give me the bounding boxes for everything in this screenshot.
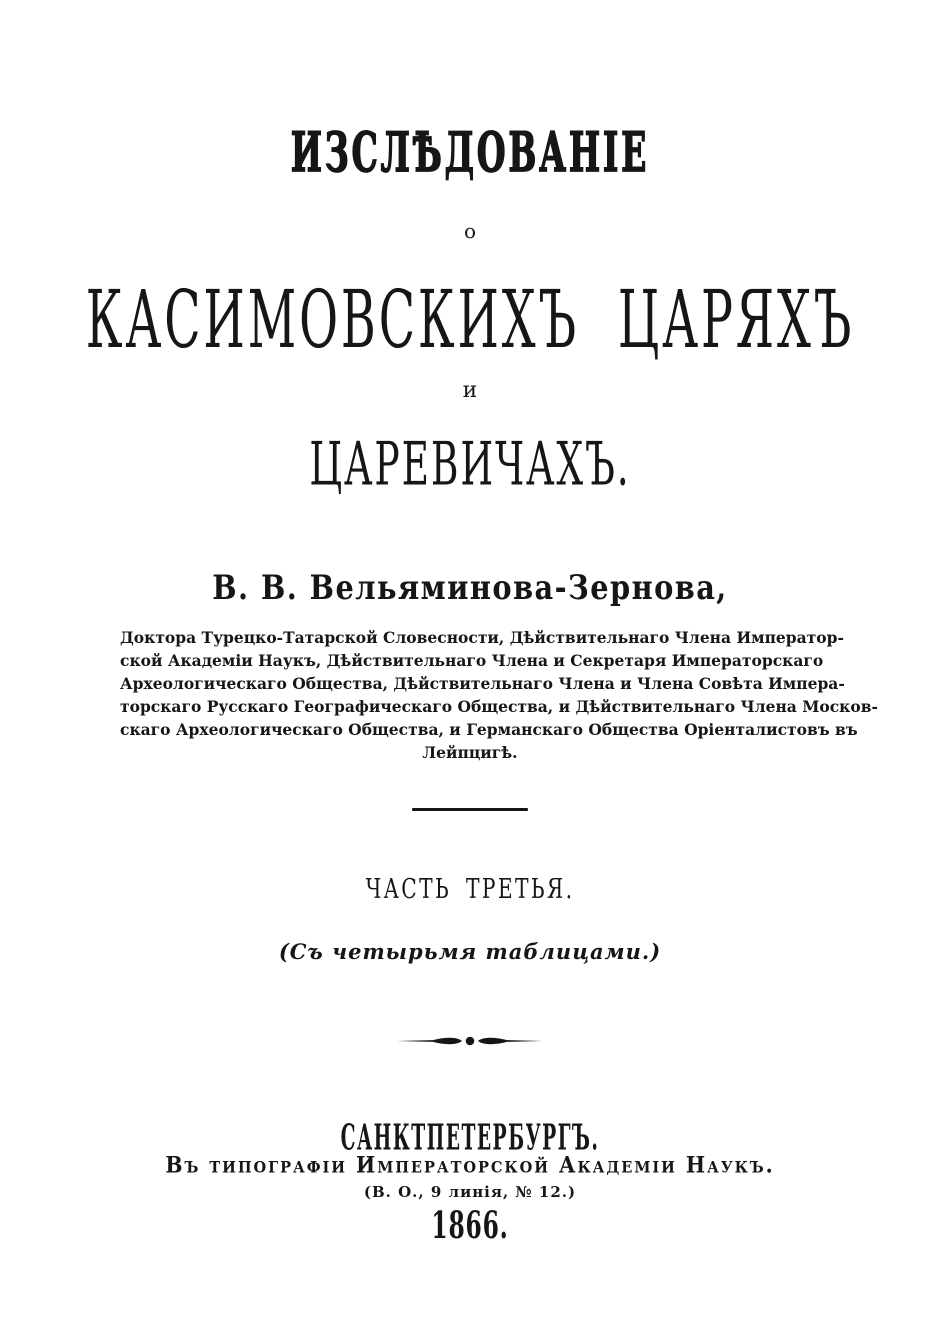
ornament-divider: [0, 1034, 940, 1048]
title-connector-o: о: [463, 219, 477, 243]
author-credentials: [120, 626, 878, 764]
credentials-line: торскаго Русскаго Географическаго Общества, и Дѣйствительнаго Члена Москов-: [120, 697, 878, 716]
credentials-line: Археологическаго Общества, Дѣйствительнаго Члена и Члена Совѣта Импера-: [120, 674, 845, 693]
book-title-subject-line2: ЦАРЕВИЧАХЪ.: [309, 430, 631, 500]
imprint-address: (В. О., 9 линія, № 12.): [363, 1183, 577, 1201]
credentials-line: скаго Археологическаго Общества, и Германскаго Общества Оріенталистовъ въ: [120, 720, 858, 739]
imprint-city: САНКТПЕТЕРБУРГЪ.: [340, 1118, 600, 1159]
imprint-publisher: Въ типографіи Императорской Академіи Наукъ.: [165, 1150, 775, 1178]
book-title-main: ИЗСЛѢДОВАНІЕ: [290, 121, 650, 185]
credentials-line: Доктора Турецко-Татарской Словесности, Дѣйствительнаго Члена Император-: [120, 628, 844, 647]
author-name: В. В. Вельяминова-Зернова,: [212, 568, 728, 608]
credentials-line: ской Академіи Наукъ, Дѣйствительнаго Члена и Секретаря Императорскаго: [120, 651, 824, 670]
part-title: ЧАСТЬ ТРЕТЬЯ.: [365, 873, 575, 906]
imprint-year: 1866.: [431, 1204, 509, 1248]
tables-note: (Съ четырьмя таблицами.): [278, 939, 662, 964]
credentials-line: Лейпцигѣ.: [422, 743, 518, 762]
swelled-rule-ornament-icon: [395, 1034, 545, 1048]
divider-rule: [412, 808, 528, 811]
title-connector-i: и: [462, 378, 478, 403]
book-title-subject-line1: КАСИМОВСКИХЪ ЦАРЯХЪ: [85, 273, 855, 367]
